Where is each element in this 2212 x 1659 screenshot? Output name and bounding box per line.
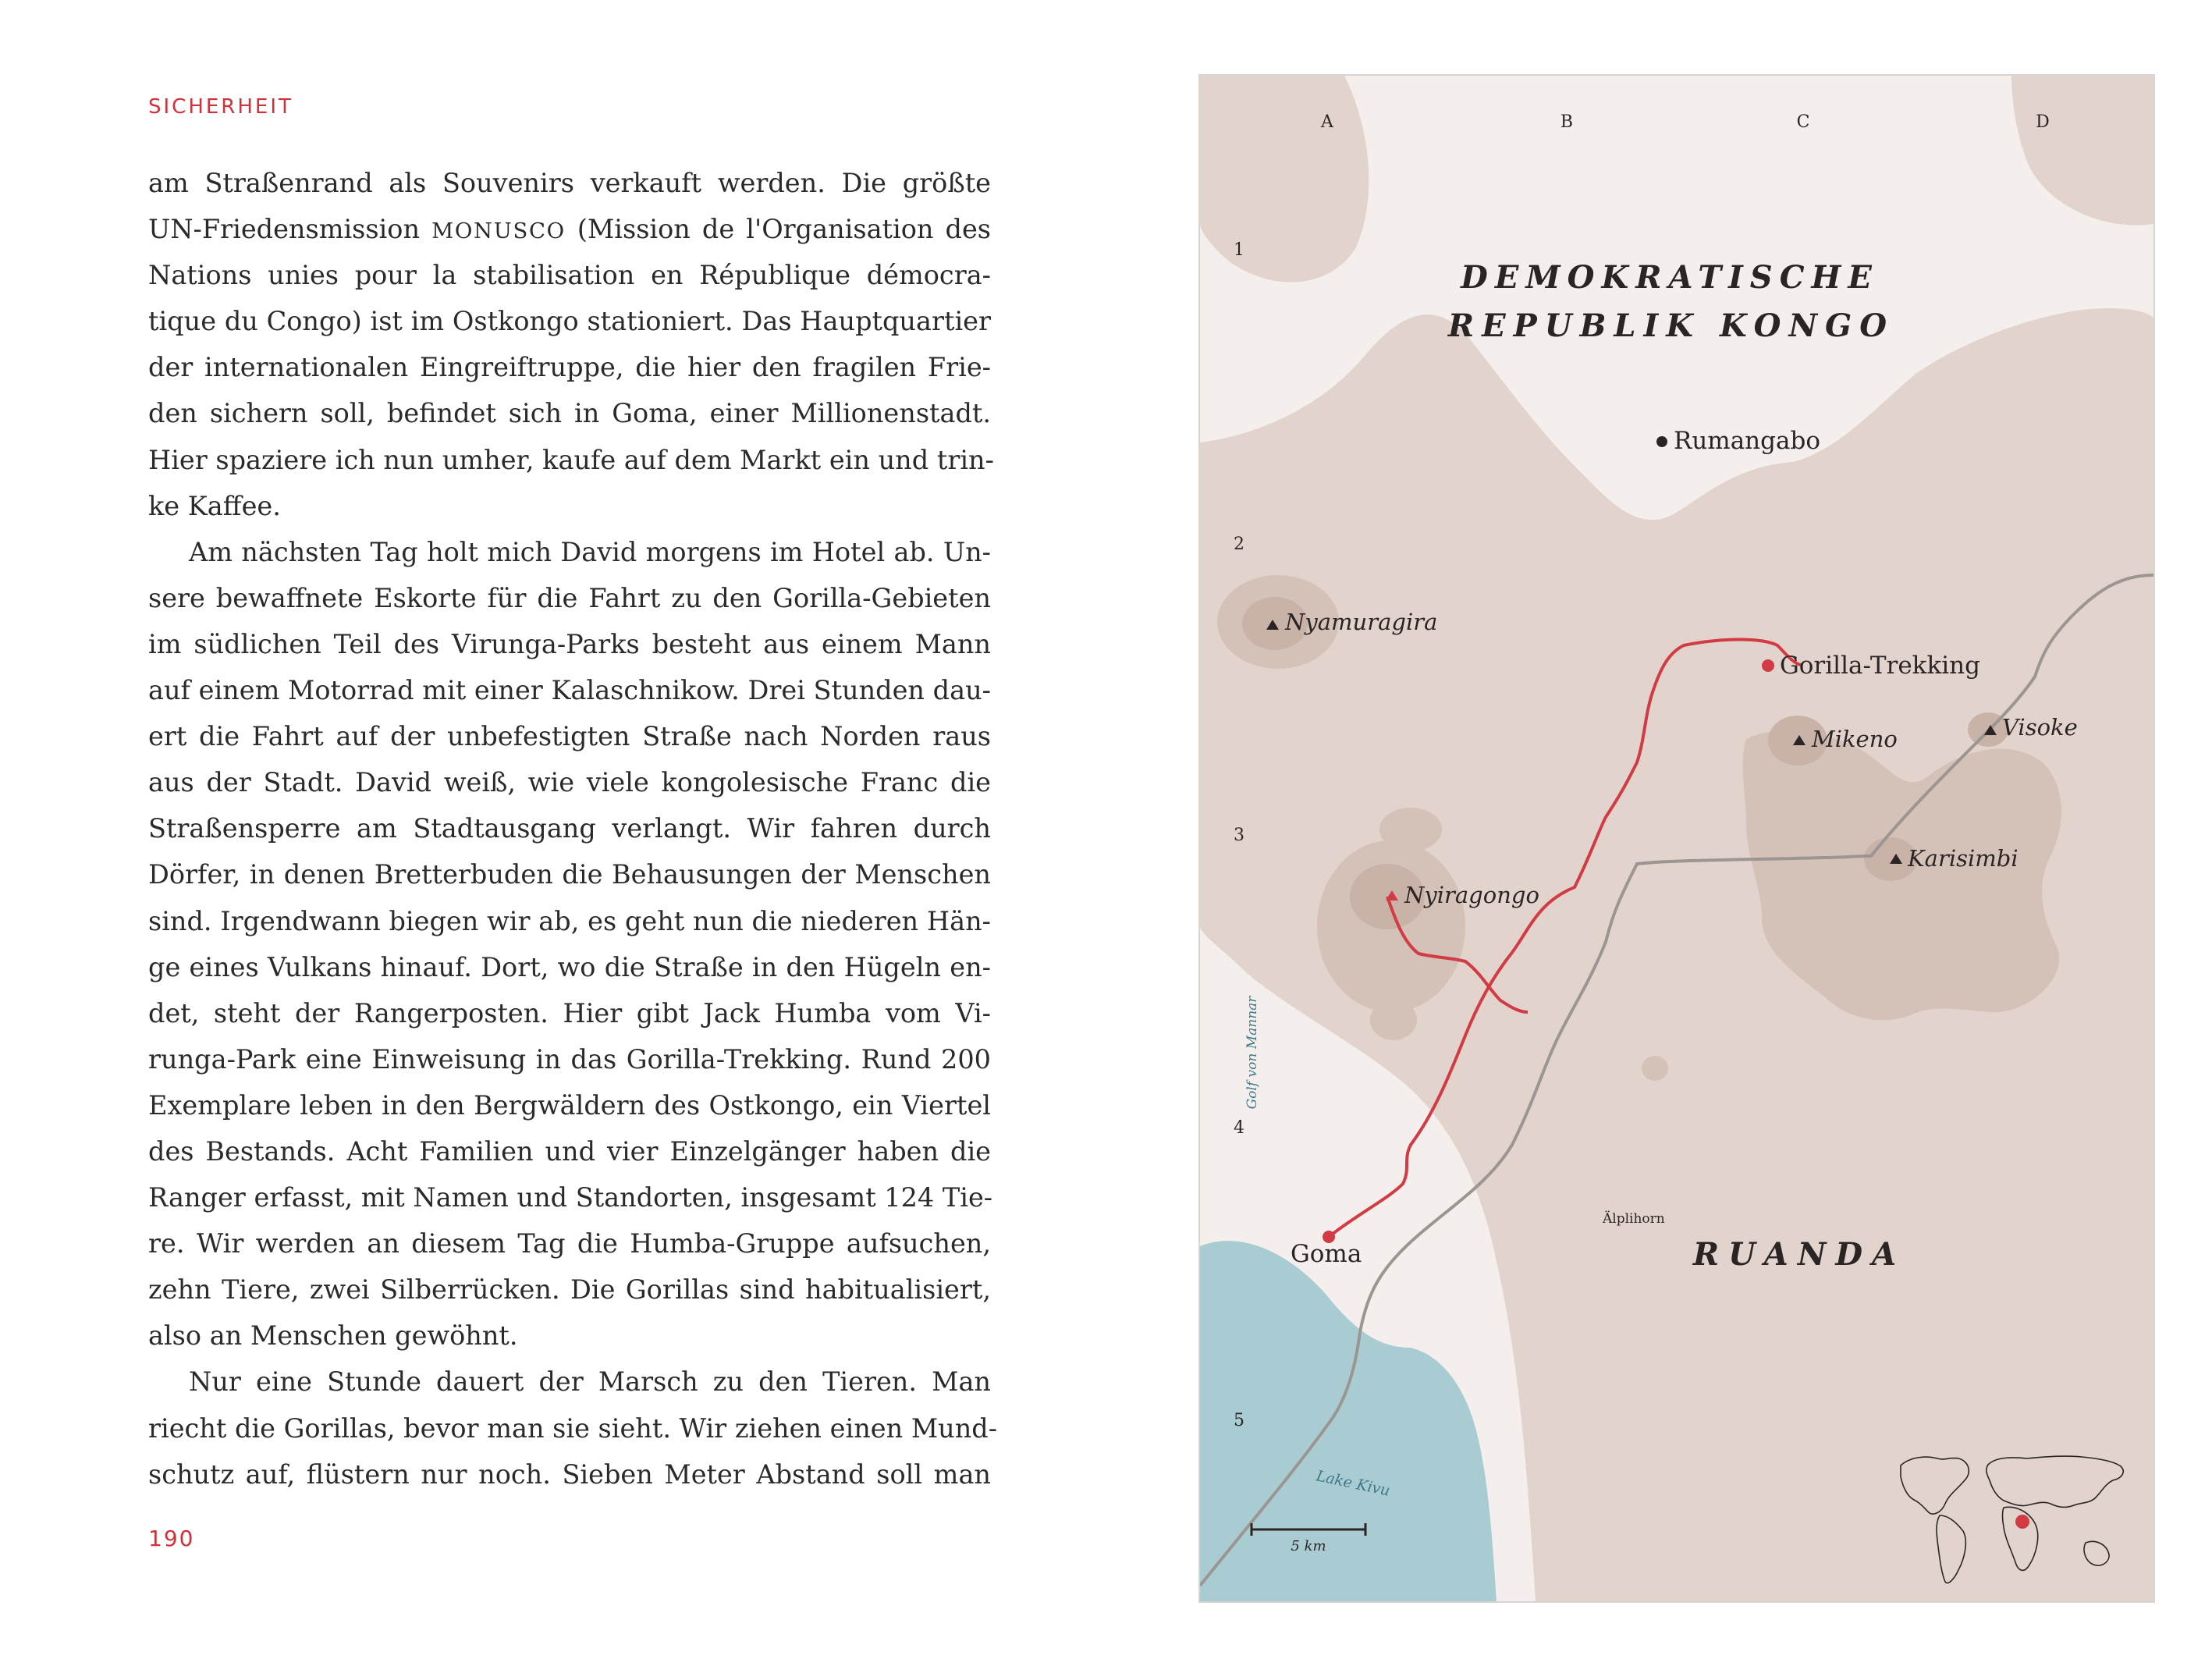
grid-row-2: 2 [1234, 535, 1244, 554]
text-line: also an Menschen gewöhnt. [148, 1320, 518, 1352]
text-line: ge eines Vulkans hinauf. Dort, wo die Straße in den Hügeln en- [148, 951, 991, 982]
label-alplihorn: Älplihorn [1603, 1211, 1665, 1227]
running-head: SICHERHEIT [148, 95, 293, 119]
text-line: Exemplare leben in den Bergwäldern des Ostkongo, ein Viertel [148, 1089, 991, 1121]
gorilla-trekking-marker [1762, 659, 1774, 672]
nyiragongo-north [1379, 808, 1442, 851]
label-rumangabo: Rumangabo [1674, 427, 1820, 455]
label-karisimbi: Karisimbi [1908, 845, 2018, 872]
text-line: tique du Congo) ist im Ostkongo stationiert. Das Hauptquartier [148, 306, 991, 337]
text-line: UN-Friedensmission MONUSCO (Mission de l'Organisation des [148, 214, 992, 245]
grid-row-5: 5 [1234, 1411, 1244, 1430]
text-line: ke Kaffee. [148, 490, 281, 521]
map [1198, 74, 2155, 1603]
text-line: Ranger erfasst, mit Namen und Standorten, insgesamt 124 Tie- [148, 1182, 993, 1213]
body-text [148, 160, 998, 1497]
label-nyamuragira: Nyamuragira [1285, 609, 1438, 635]
cone-small [1642, 1056, 1668, 1081]
text-line: runga-Park eine Einweisung in das Gorilla-Trekking. Rund 200 [148, 1043, 991, 1075]
page-number: 190 [148, 1526, 195, 1551]
text-line: ert die Fahrt auf der unbefestigten Straße nach Norden raus [148, 721, 991, 752]
text-line: auf einem Motorrad mit einer Kalaschnikow. Drei Stunden dau- [148, 675, 991, 706]
map-svg [1200, 76, 2153, 1601]
label-mikeno: Mikeno [1812, 726, 1898, 752]
country-drc-line2: REPUBLIK KONGO [1447, 307, 1895, 344]
text-line: Straßensperre am Stadtausgang verlangt. Wir fahren durch [148, 813, 991, 844]
label-goma: Goma [1291, 1240, 1362, 1268]
label-lake-kivu: Lake Kivu [1314, 1467, 1392, 1500]
grid-row-1: 1 [1234, 240, 1244, 260]
country-drc-line1: DEMOKRATISCHE [1461, 259, 1879, 296]
label-gorilla-trekking: Gorilla-Trekking [1780, 652, 1980, 680]
text-line: sind. Irgendwann biegen wir ab, es geht nun die niederen Hän- [148, 905, 991, 936]
text-line: Hier spaziere ich nun umher, kaufe auf dem Markt ein und trin- [148, 444, 994, 475]
text-line: det, steht der Rangerposten. Hier gibt Jack Humba vom Vi- [148, 997, 991, 1028]
text-line: Am nächsten Tag holt mich David morgens im Hotel ab. Un- [189, 536, 991, 567]
text-line: riecht die Gorillas, bevor man sie sieht. Wir ziehen einen Mund- [148, 1412, 998, 1444]
text-line: re. Wir werden an diesem Tag die Humba-Gruppe aufsuchen, [148, 1228, 991, 1259]
text-line: zehn Tiere, zwei Silberrücken. Die Gorillas sind habitualisiert, [148, 1274, 991, 1306]
text-line: Dörfer, in denen Bretterbuden die Behausungen der Menschen [148, 859, 991, 890]
cone-south [1370, 1000, 1417, 1040]
grid-col-d: D [2036, 112, 2050, 132]
grid-col-c: C [1796, 112, 1810, 132]
text-line: im südlichen Teil des Virunga-Parks besteht aus einem Mann [148, 628, 991, 659]
text-line: Nur eine Stunde dauert der Marsch zu den Tieren. Man [189, 1366, 991, 1398]
text-line: aus der Stadt. David weiß, wie viele kongolesische Franc die [148, 767, 991, 798]
terrain-top-left [1200, 76, 1369, 282]
label-golf: Golf von Mannar [1244, 996, 1260, 1110]
label-nyiragongo: Nyiragongo [1404, 882, 1539, 908]
label-visoke: Visoke [2002, 714, 2078, 741]
text-line: am Straßenrand als Souvenirs verkauft werden. Die größte [148, 168, 991, 198]
text-line: den sichern soll, befindet sich in Goma, einer Millionenstadt. [148, 398, 991, 429]
grid-row-3: 3 [1234, 826, 1244, 845]
rumangabo-marker [1656, 436, 1667, 447]
text-line: der internationalen Eingreiftruppe, die hier den fragilen Frie- [148, 352, 991, 383]
text-line: schutz auf, flüstern nur noch. Sieben Meter Abstand soll man [148, 1458, 991, 1490]
text-line: Nations unies pour la stabilisation en République démocra- [148, 260, 991, 291]
scale-label: 5 km [1291, 1538, 1326, 1554]
text-line: sere bewaffnete Eskorte für die Fahrt zu den Gorilla-Gebieten [148, 582, 991, 613]
grid-col-b: B [1560, 112, 1574, 132]
locator-dot [2015, 1515, 2029, 1529]
grid-col-a: A [1321, 112, 1333, 132]
text-line: des Bestands. Acht Familien und vier Einzelgänger haben die [148, 1135, 991, 1167]
grid-row-4: 4 [1234, 1118, 1244, 1138]
country-rwanda: RUANDA [1692, 1236, 1906, 1273]
